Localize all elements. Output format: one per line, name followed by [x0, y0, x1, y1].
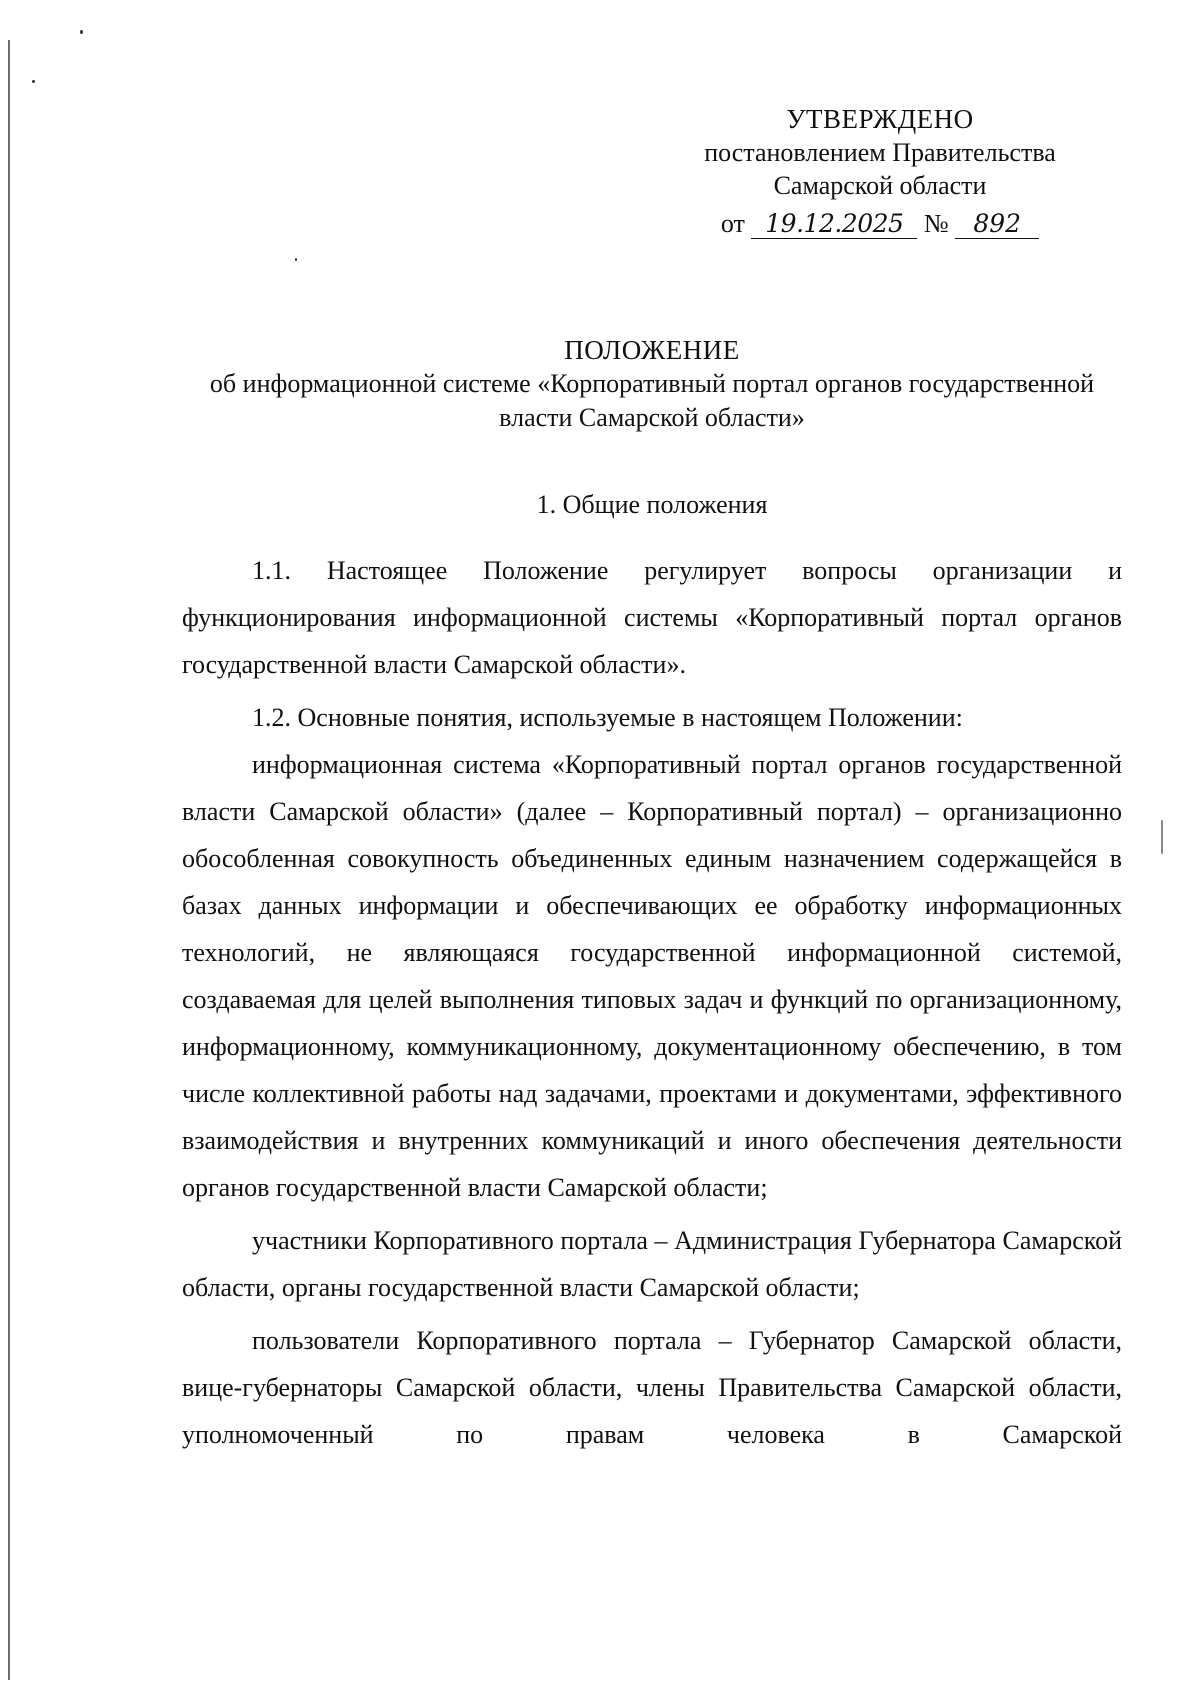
approval-date-line: [600, 207, 1160, 240]
number-prefix: №: [923, 209, 949, 238]
scan-speck: [1161, 820, 1163, 854]
document-body: [182, 547, 1122, 1458]
approval-stamp: [600, 103, 1160, 240]
document-title: ПОЛОЖЕНИЕ: [564, 335, 740, 365]
scan-speck: [80, 30, 83, 34]
handwritten-number: 892: [955, 210, 1039, 239]
definition-participants: участники Корпоративного портала – Администрация Губернатора Самарской области, органы государственной власти Самарской области;: [182, 1226, 1122, 1302]
approval-line-2: Самарской области: [773, 171, 987, 200]
scan-speck: [32, 80, 35, 83]
document-title-block: [182, 333, 1122, 435]
document-subtitle-line-2: власти Самарской области»: [499, 403, 805, 432]
paragraph-1-1: 1.1. Настоящее Положение регулирует вопросы организации и функционирования информационной системы «Корпоративный портал органов государственной власти Самарской области».: [182, 556, 1122, 679]
scan-edge-line: [8, 40, 10, 1680]
paragraph-1-2: 1.2. Основные понятия, используемые в настоящем Положении:: [252, 703, 963, 732]
approval-heading: УТВЕРЖДЕНО: [786, 104, 974, 134]
document-subtitle-line-1: об информационной системе «Корпоративный портал органов государственной: [209, 369, 1095, 398]
section-heading: 1. Общие положения: [536, 490, 768, 519]
scan-speck: [295, 258, 297, 261]
date-prefix: от: [720, 209, 745, 238]
definition-information-system: информационная система «Корпоративный портал органов государственной власти Самарской области» (далее – Корпоративный портал) – организационно обособленная совокупность объединенных единым назначением содержащейся в базах данных информации и обеспечивающих ее обработку информационных технологий, не являющаяся государственной информационной системой, создаваемая для целей выполнения типовых задач и функций по организационному, информационному, коммуникационному, документационному обеспечению, в том числе коллективной работы над задачами, проектами и документами, эффективного взаимодействия и внутренних коммуникаций и иного обеспечения деятельности органов государственной власти Самарской области;: [182, 750, 1122, 1202]
approval-line-1: постановлением Правительства: [704, 138, 1056, 167]
handwritten-date: 19.12.2025: [751, 210, 917, 239]
definition-users: пользователи Корпоративного портала – Губернатор Самарской области, вице-губернаторы Самарской области, члены Правительства Самарской области, уполномоченный по правам человека в Самарской: [182, 1326, 1122, 1449]
